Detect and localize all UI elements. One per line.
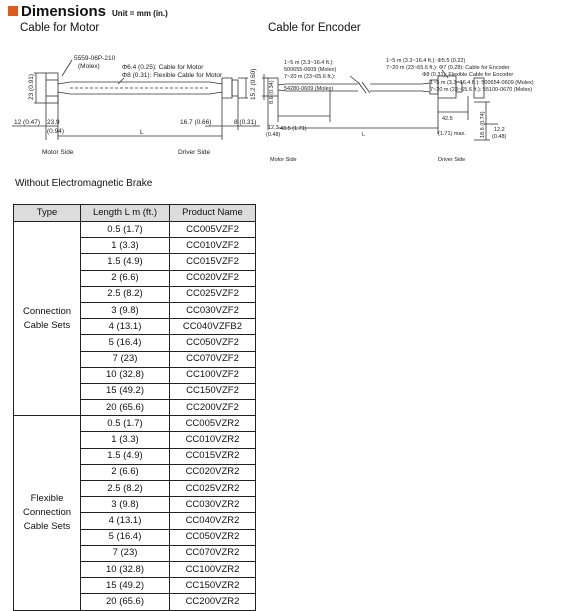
table-caption: Without Electromagnetic Brake bbox=[15, 178, 153, 189]
product-name-cell: CC020VZF2 bbox=[170, 270, 256, 286]
length-cell: 1 (3.3) bbox=[81, 238, 170, 254]
product-name-cell: CC100VZR2 bbox=[170, 561, 256, 577]
length-cell: 4 (13.1) bbox=[81, 319, 170, 335]
product-name-cell: CC025VZF2 bbox=[170, 286, 256, 302]
motor-dim-b2: (0.94) bbox=[47, 128, 64, 135]
encoder-note-left-1: 1~5 m (3.3~16.4 ft.): bbox=[284, 60, 334, 66]
product-name-cell: CC005VZF2 bbox=[170, 222, 256, 238]
encoder-dim-b: 43.5 (1.71) bbox=[280, 126, 307, 132]
product-name-cell: CC010VZR2 bbox=[170, 432, 256, 448]
encoder-dim-d: 12.2 bbox=[494, 127, 505, 133]
type-label-line: Cable Sets bbox=[23, 319, 71, 331]
product-name-cell: CC010VZF2 bbox=[170, 238, 256, 254]
product-table bbox=[13, 204, 256, 611]
encoder-note-right-4: 1~5 m (3.3~16.4 ft.): 500654-0609 (Molex) bbox=[430, 80, 534, 86]
motor-side-label: Motor Side bbox=[42, 149, 74, 156]
type-label-line: Flexible bbox=[30, 492, 64, 504]
length-cell: 2.5 (8.2) bbox=[81, 286, 170, 302]
encoder-note-left-3: 7~20 m (23~65.6 ft.): bbox=[284, 74, 336, 80]
length-cell: 15 (49.2) bbox=[81, 383, 170, 399]
length-cell: 5 (16.4) bbox=[81, 335, 170, 351]
length-cell: 1.5 (4.9) bbox=[81, 254, 170, 270]
encoder-dim-a: 12.3 bbox=[268, 125, 279, 131]
length-cell: 20 (65.6) bbox=[81, 594, 170, 610]
motor-dim-b: 23.9 bbox=[47, 119, 60, 126]
length-cell: 20 (65.6) bbox=[81, 400, 170, 416]
motor-dim-height-left: 23 (0.91) bbox=[28, 73, 35, 100]
product-name-cell: CC150VZF2 bbox=[170, 383, 256, 399]
motor-cable-note-1: Φ6.4 (0.25): Cable for Motor bbox=[122, 64, 204, 71]
length-cell: 2 (6.6) bbox=[81, 464, 170, 480]
encoder-dim-l: L bbox=[362, 132, 366, 138]
length-cell: 2 (6.6) bbox=[81, 270, 170, 286]
product-name-cell: CC040VZR2 bbox=[170, 513, 256, 529]
encoder-note-right-2: 7~20 m (23~65.6 ft.): Φ7 (0.28): Cable for Encoder bbox=[386, 65, 510, 71]
length-cell: 10 (32.8) bbox=[81, 561, 170, 577]
encoder-note-left-4: 54280-0609 (Molex) bbox=[284, 86, 334, 92]
encoder-dim-c2: (1.71) max. bbox=[438, 131, 466, 137]
motor-cable-drawing bbox=[0, 40, 262, 165]
encoder-note-right-3: Φ8 (0.31): Flexible Cable for Encoder bbox=[422, 72, 514, 78]
encoder-motor-side-label: Motor Side bbox=[270, 157, 297, 163]
motor-dim-a: 12 (0.47) bbox=[14, 119, 41, 126]
type-label-line: Connection bbox=[22, 305, 72, 317]
product-name-cell: CC150VZR2 bbox=[170, 578, 256, 594]
motor-dim-l: L bbox=[140, 129, 144, 136]
product-name-cell: CC020VZR2 bbox=[170, 464, 256, 480]
encoder-cable-drawing bbox=[262, 40, 572, 165]
table-row bbox=[14, 222, 256, 238]
product-name-cell: CC070VZR2 bbox=[170, 545, 256, 561]
motor-cable-note-2: Φ8 (0.31): Flexible Cable for Motor bbox=[122, 72, 223, 79]
motor-dim-height-right: 15.2 (0.60) bbox=[250, 68, 257, 100]
length-cell: 0.5 (1.7) bbox=[81, 416, 170, 432]
type-cell bbox=[14, 222, 81, 416]
length-cell: 3 (9.8) bbox=[81, 497, 170, 513]
product-name-cell: CC200VZF2 bbox=[170, 400, 256, 416]
header-type: Type bbox=[14, 205, 81, 222]
product-name-cell: CC100VZF2 bbox=[170, 367, 256, 383]
type-cell bbox=[14, 416, 81, 610]
length-cell: 5 (16.4) bbox=[81, 529, 170, 545]
encoder-cable-title: Cable for Encoder bbox=[268, 22, 361, 34]
driver-side-label: Driver Side bbox=[178, 149, 211, 156]
length-cell: 4 (13.1) bbox=[81, 513, 170, 529]
length-cell: 10 (32.8) bbox=[81, 367, 170, 383]
encoder-dim-d2: (0.48) bbox=[492, 134, 507, 140]
encoder-note-right-5: 7~20 m (23~65.6 ft.): 55100-0670 (Molex) bbox=[430, 87, 533, 93]
product-name-cell: CC025VZR2 bbox=[170, 481, 256, 497]
section-title: Dimensions bbox=[21, 3, 107, 20]
motor-cable-title: Cable for Motor bbox=[20, 22, 100, 34]
length-cell: 3 (9.8) bbox=[81, 302, 170, 318]
unit-note: Unit = mm (in.) bbox=[112, 9, 168, 18]
product-name-cell: CC200VZR2 bbox=[170, 594, 256, 610]
product-name-cell: CC070VZF2 bbox=[170, 351, 256, 367]
encoder-dim-a2: (0.48) bbox=[266, 132, 281, 138]
product-name-cell: CC005VZR2 bbox=[170, 416, 256, 432]
type-label-line: Cable Sets bbox=[23, 520, 71, 532]
length-cell: 1 (3.3) bbox=[81, 432, 170, 448]
product-name-cell: CC050VZR2 bbox=[170, 529, 256, 545]
motor-part-maker: (Molex) bbox=[78, 63, 100, 70]
length-cell: 15 (49.2) bbox=[81, 578, 170, 594]
product-name-cell: CC030VZR2 bbox=[170, 497, 256, 513]
encoder-dim-c: 42.5 bbox=[442, 116, 453, 122]
product-name-cell: CC015VZF2 bbox=[170, 254, 256, 270]
table-header-row bbox=[14, 205, 256, 222]
length-cell: 1.5 (4.9) bbox=[81, 448, 170, 464]
motor-part-label: 5559-06P-210 bbox=[74, 55, 116, 62]
motor-connector-left bbox=[46, 73, 58, 103]
driver-connector-right bbox=[222, 78, 232, 98]
encoder-note-left-2: 500655-0609 (Molex) bbox=[284, 67, 337, 73]
product-name-cell: CC050VZF2 bbox=[170, 335, 256, 351]
length-cell: 2.5 (8.2) bbox=[81, 481, 170, 497]
section-header bbox=[8, 3, 168, 20]
product-name-cell: CC015VZR2 bbox=[170, 448, 256, 464]
type-label-line: Connection bbox=[22, 506, 72, 518]
header-product-name: Product Name bbox=[170, 205, 256, 222]
length-cell: 0.5 (1.7) bbox=[81, 222, 170, 238]
header-length: Length L m (ft.) bbox=[81, 205, 170, 222]
product-name-cell: CC030VZF2 bbox=[170, 302, 256, 318]
length-cell: 7 (23) bbox=[81, 351, 170, 367]
encoder-dim-height-left: 8.6 (0.34) bbox=[269, 80, 275, 104]
encoder-driver-side-label: Driver Side bbox=[438, 157, 466, 163]
length-cell: 7 (23) bbox=[81, 545, 170, 561]
section-marker bbox=[8, 6, 18, 16]
motor-dim-d: 8 (0.31) bbox=[234, 119, 257, 126]
table-row bbox=[14, 416, 256, 432]
encoder-dim-height-right: 18.6 (0.74) bbox=[480, 111, 486, 138]
product-name-cell: CC040VZFB2 bbox=[170, 319, 256, 335]
motor-dim-c: 16.7 (0.66) bbox=[180, 119, 212, 126]
encoder-note-right-1: 1~5 m (3.3~16.4 ft.): Φ5.5 (0.22) bbox=[386, 58, 466, 64]
